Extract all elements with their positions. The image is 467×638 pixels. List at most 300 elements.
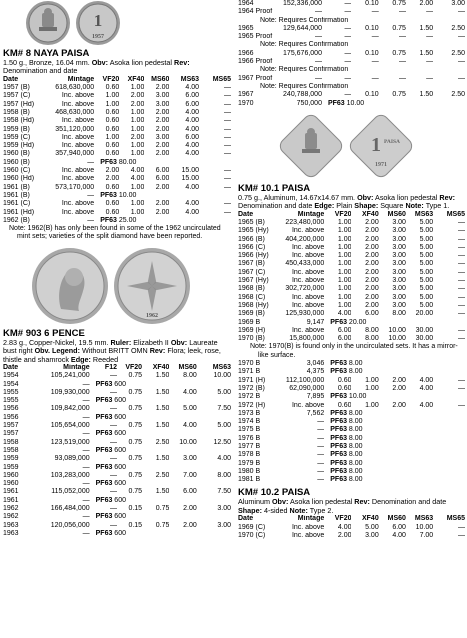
table-row (238, 294, 465, 302)
table-cell: 302,720,000 (285, 285, 325, 293)
km10-2-rev-label: Rev: (354, 497, 370, 507)
table-row (3, 472, 231, 480)
km10-1-obv: Asoka lion pedestal (375, 192, 438, 202)
table-cell: 1969 (B) (238, 310, 265, 318)
table-cell: 1.00 (105, 133, 120, 141)
km8-description (3, 59, 231, 76)
table-row (3, 184, 231, 192)
table-cell: 7.00 (183, 471, 197, 479)
table-row (238, 532, 465, 540)
table-cell: 1980 B (238, 467, 261, 475)
table-cell: — (458, 243, 465, 251)
table-cell: — (458, 235, 465, 243)
table-cell: 1.50 (155, 388, 170, 396)
km10-1-edge-label: Edge: (314, 201, 335, 211)
table-cell: — (458, 523, 465, 531)
table-cell: — (87, 158, 95, 166)
table-row (238, 58, 465, 66)
table-cell: PF63 600 (95, 430, 126, 438)
table-cell: 4.00 (185, 117, 200, 125)
table-cell: 1.00 (337, 252, 352, 260)
table-cell: 4.00 (130, 167, 145, 175)
table-cell: 1.00 (130, 109, 145, 116)
km10-1-rev: Denomination and date (238, 201, 313, 211)
table-cell: 1.00 (337, 218, 352, 226)
table-cell: 1954 (3, 372, 19, 380)
km903-rev: Flora; leek, rose, thistle and shamrock (3, 346, 221, 364)
table-cell: — (317, 467, 325, 475)
table-cell: 2.00 (365, 268, 379, 276)
table-cell: 1981 B (238, 476, 261, 484)
table-cell: Inc. above (61, 175, 95, 183)
table-cell: 1957 (B) (3, 84, 30, 92)
table-cell: — (344, 0, 352, 7)
table-cell: Inc. above (61, 142, 95, 150)
table-cell: 3.00 (392, 218, 406, 226)
table-row (3, 142, 231, 150)
column-header: VF20 (125, 363, 143, 371)
table-cell: 120,056,000 (50, 521, 90, 529)
table-cell: 2.50 (451, 49, 465, 57)
table-cell: PF63 8.00 (330, 467, 363, 475)
table-cell: 4.00 (185, 84, 200, 92)
table-cell: — (458, 74, 465, 82)
table-cell: 5.00 (419, 227, 434, 235)
table-row (238, 319, 465, 327)
table-cell: 2.00 (365, 293, 379, 301)
table-cell: 1958 (3, 446, 19, 454)
table-cell: PF63 8.00 (330, 434, 363, 442)
table-cell: 2.00 (130, 92, 145, 100)
km903-legend-label: Obv. Legend: (34, 346, 80, 356)
km10-2-note-text: Type 2. (309, 505, 334, 515)
table-note: Note: Requires Confirmation (260, 41, 349, 49)
table-cell: 1969 (C) (238, 523, 266, 531)
table-cell: Inc. above (291, 401, 325, 409)
table-cell: 1960 (B) (3, 158, 30, 166)
table-row (3, 447, 231, 455)
table-cell: 0.15 (128, 521, 143, 529)
table-row (3, 167, 231, 175)
km10-2-description (238, 498, 465, 515)
table-cell: 1961 (3, 496, 19, 504)
table-row (238, 468, 465, 476)
table-cell: Inc. above (291, 268, 325, 276)
table-row (3, 109, 231, 117)
table-cell: 1957 (Hd) (3, 100, 35, 108)
table-cell: 30.00 (415, 335, 434, 343)
table-cell: — (224, 208, 231, 216)
table-cell: 1.50 (419, 24, 434, 32)
table-cell: — (317, 459, 325, 467)
table-note: Note: Requires Confirmation (260, 16, 349, 24)
table-cell: 468,630,000 (55, 109, 95, 116)
table-cell: — (371, 33, 379, 41)
note-row (238, 41, 465, 49)
table-row (3, 455, 231, 463)
table-cell: PF63 600 (95, 413, 126, 421)
table-cell: 123,519,000 (50, 438, 90, 446)
table-cell: — (458, 227, 465, 235)
table-cell: 0.75 (128, 422, 143, 430)
table-cell: — (458, 285, 465, 293)
table-cell: 404,200,000 (285, 235, 325, 243)
km10-1-title: KM# 10.1 PAISA (238, 182, 311, 194)
table-cell: 1958 (Hd) (3, 117, 35, 125)
table-cell: 3.00 (392, 243, 406, 251)
table-cell: 0.75 (392, 91, 406, 99)
table-cell: PF63 8.00 (330, 442, 363, 450)
table-cell: 3.00 (392, 235, 406, 243)
table-cell: 618,630,000 (55, 84, 95, 92)
table-cell: 175,676,000 (283, 49, 322, 57)
table-cell: PF63 8.00 (330, 426, 363, 434)
table-row (3, 397, 231, 405)
table-cell: PF63 10.00 (330, 393, 367, 401)
coin-rev-date: 1957 (92, 34, 104, 40)
table-cell: Inc. above (291, 531, 325, 539)
table-cell: 0.75 (128, 388, 143, 396)
column-header: Mintage (67, 75, 95, 83)
coin-reverse-paisa-icon (348, 113, 414, 179)
km903-description (3, 339, 231, 364)
table-cell: 1.00 (337, 227, 352, 235)
km10-1-body (238, 219, 465, 343)
table-row (238, 302, 465, 310)
km903-obv: Laureate bust right (3, 337, 218, 356)
table-cell: PF63 8.00 (330, 360, 363, 368)
table-cell: 8.00 (392, 310, 406, 318)
km903-edge-label: Edge: (70, 354, 91, 364)
table-cell: 2.00 (155, 142, 170, 150)
table-cell: 1.50 (419, 49, 434, 57)
km8-obv: Asoka lion pedestal (109, 58, 173, 67)
table-cell: 1960 (Hd) (3, 175, 35, 183)
table-cell: PF63 600 (95, 463, 126, 471)
km10-1-rev-label: Rev: (439, 192, 455, 202)
table-cell: PF63 600 (95, 397, 126, 405)
table-cell: 450,433,000 (285, 260, 325, 268)
km903-edge: Reeded (92, 354, 119, 364)
table-cell: — (224, 100, 231, 108)
km10-1-table (238, 211, 465, 344)
table-cell: 4.00 (392, 531, 406, 539)
column-header: MS60 (387, 515, 406, 523)
table-cell: 1968 (Hy) (238, 301, 269, 309)
table-row (3, 381, 231, 389)
table-cell: — (82, 480, 90, 488)
table-row (3, 84, 231, 92)
table-cell: 6.00 (155, 175, 170, 183)
table-cell: 6.00 (185, 100, 200, 108)
table-row (238, 310, 465, 318)
table-cell: 3,046 (306, 360, 325, 368)
table-cell: 5.00 (419, 285, 434, 293)
table-cell: 0.60 (105, 125, 120, 133)
table-cell: 5.00 (419, 218, 434, 226)
table-cell: 0.75 (155, 505, 170, 513)
table-cell: 0.60 (105, 142, 120, 150)
column-header: MS65 (446, 210, 465, 218)
table-cell: 1956 (3, 405, 19, 413)
table-cell: 1964 Proof (238, 8, 273, 16)
column-header: MS63 (414, 210, 434, 218)
table-cell: 0.75 (128, 405, 143, 413)
column-header: VF20 (334, 515, 352, 523)
table-cell: 3.00 (392, 268, 406, 276)
table-cell: Inc. above (61, 200, 95, 208)
table-cell: 4.00 (185, 109, 200, 116)
km903-obv-label: Obv: (170, 337, 188, 347)
table-cell: 8.00 (365, 335, 379, 343)
table-cell: 15.00 (181, 167, 200, 175)
table-cell: 20.00 (415, 310, 434, 318)
table-cell: Inc. above (291, 326, 325, 334)
table-row (238, 219, 465, 227)
km10-1-spec: 0.75 g., Aluminum, 14.67x14.67 mm. (238, 192, 356, 202)
table-cell: 1959 (C) (3, 133, 31, 141)
table-cell: 4.00 (217, 455, 231, 463)
table-cell: 3.00 (451, 0, 465, 7)
table-cell: 1.00 (337, 235, 352, 243)
table-cell: 0.10 (365, 49, 379, 57)
table-cell: 2.00 (337, 531, 352, 539)
table-cell: 6.00 (365, 310, 379, 318)
table-row (238, 393, 465, 401)
table-cell: — (458, 58, 465, 66)
table-cell: PF63 10.00 (100, 191, 137, 199)
km903-rev-label: Rev: (149, 346, 166, 356)
table-cell: 1.00 (365, 401, 379, 409)
table-cell: 1966 (C) (238, 243, 266, 251)
table-cell: 1965 (B) (238, 218, 265, 226)
table-cell: 6.00 (185, 133, 200, 141)
table-cell: 1962 (B) (3, 216, 30, 224)
table-row (3, 513, 231, 521)
coin-rev-value: 1 (371, 133, 381, 156)
table-row (3, 134, 231, 142)
table-cell: 0.15 (128, 505, 143, 513)
coin-rev-word: PAISA (383, 138, 401, 145)
table-cell: 5.00 (365, 523, 379, 531)
table-row (3, 439, 231, 447)
table-row (3, 480, 231, 488)
table-cell: Inc. above (291, 293, 325, 301)
table-cell: — (224, 84, 231, 92)
table-cell: 0.75 (128, 455, 143, 463)
table-cell: 1964 (238, 0, 254, 7)
table-cell: — (458, 33, 465, 41)
table-cell: 2.00 (392, 384, 406, 392)
table-cell: 4.00 (185, 183, 200, 191)
table-cell: — (344, 91, 352, 99)
table-cell: 573,170,000 (55, 183, 95, 191)
km8-rev: Denomination and date (3, 66, 78, 76)
table-cell: 0.10 (365, 24, 379, 32)
km10-2-rev: Denomination and date (371, 497, 447, 507)
table-cell: 1954 (3, 380, 19, 388)
table-row (238, 227, 465, 235)
km10-2-spec: Aluminum (238, 497, 270, 507)
table-cell: — (109, 488, 117, 496)
km10-2-obv: Asoka lion pedestal (289, 497, 353, 507)
km10-1-description (238, 194, 465, 211)
table-cell: 0.60 (105, 150, 120, 158)
table-cell: 2.00 (419, 0, 434, 7)
table-row (238, 100, 465, 108)
column-header: F12 (104, 363, 117, 371)
table-cell: 1.00 (130, 117, 145, 125)
column-header: Date (238, 515, 254, 523)
table-cell: 2.00 (155, 208, 170, 216)
table-cell: — (458, 335, 465, 343)
table-cell: — (344, 58, 352, 66)
table-cell: 112,100,000 (285, 376, 325, 384)
table-cell: 10.00 (388, 326, 406, 334)
table-cell: 129,644,000 (283, 24, 322, 32)
table-cell: — (314, 58, 322, 66)
table-cell: 2.00 (365, 235, 379, 243)
table-cell: PF63 600 (95, 513, 126, 521)
table-cell: 1967 (B) (238, 260, 265, 268)
km10-2-shape: 4-sided (263, 505, 288, 515)
table-cell: — (458, 376, 465, 384)
table-cell: 4.00 (185, 125, 200, 133)
table-cell: — (82, 446, 90, 454)
km10-2-shape-label: Shape: (238, 505, 262, 515)
coin-obverse-queen-icon (31, 247, 109, 325)
table-cell: 0.60 (105, 208, 120, 216)
table-cell: 2.00 (155, 183, 170, 191)
table-cell: 6.00 (183, 488, 197, 496)
table-cell: — (344, 74, 352, 82)
table-cell: — (398, 33, 406, 41)
table-cell: 7.50 (217, 488, 231, 496)
table-cell: 1.00 (365, 384, 379, 392)
table-cell: 2.00 (365, 260, 379, 268)
note-row (238, 83, 465, 91)
table-cell: 3.00 (392, 277, 406, 285)
coin-rev-date: 1962 (146, 312, 158, 319)
table-cell: — (82, 463, 90, 471)
coin-rev-value: 1 (93, 11, 103, 30)
table-cell: 1957 (C) (3, 92, 31, 100)
table-cell: 0.75 (128, 438, 143, 446)
table-cell: 1.50 (155, 405, 170, 413)
table-cell: 1.00 (365, 376, 379, 384)
table-cell: 1965 Proof (238, 33, 273, 41)
km10-1-header-row (238, 211, 465, 219)
table-cell: 0.60 (105, 117, 120, 125)
table-cell: 5.00 (217, 422, 231, 430)
km8-rev-label: Rev: (174, 58, 190, 67)
table-cell: PF63 10.00 (327, 99, 365, 107)
table-cell: — (458, 268, 465, 276)
table-cell: 2.00 (183, 521, 197, 529)
table-cell: Inc. above (61, 133, 95, 141)
table-cell: Inc. above (291, 243, 325, 251)
table-cell: 152,336,000 (283, 0, 322, 7)
table-cell: 109,842,000 (50, 405, 90, 413)
table-cell: 2.00 (105, 167, 120, 175)
km903-table (3, 364, 231, 538)
table-cell: PF63 8.00 (330, 451, 363, 459)
table-cell: PF63 600 (95, 529, 126, 537)
table-row (3, 209, 231, 217)
table-cell: 15,800,000 (289, 335, 325, 343)
table-cell: 4.00 (130, 175, 145, 183)
table-cell: 3.00 (155, 92, 170, 100)
table-cell: 5.00 (419, 235, 434, 243)
table-cell: 93,089,000 (54, 455, 90, 463)
table-row (238, 335, 465, 343)
table-cell: Inc. above (291, 227, 325, 235)
table-cell: — (82, 496, 90, 504)
table-cell: — (224, 175, 231, 183)
table-cell: 1975 B (238, 426, 261, 434)
coin-obverse-lion-square-icon (278, 113, 344, 179)
column-header: VF20 (334, 210, 352, 218)
table-row (3, 414, 231, 422)
table-cell: 1966 Proof (238, 58, 273, 66)
table-cell: 8.00 (183, 372, 197, 380)
table-cell: 103,283,000 (50, 471, 90, 479)
table-cell: — (82, 413, 90, 421)
km903-header-row (3, 364, 231, 372)
table-cell: 2.00 (155, 150, 170, 158)
table-row (3, 430, 231, 438)
table-cell: 6.00 (337, 326, 352, 334)
table-row (3, 126, 231, 134)
table-cell: 105,241,000 (50, 372, 90, 380)
table-cell: Inc. above (61, 167, 95, 175)
table-cell: 4.00 (185, 142, 200, 150)
table-cell: 1956 (3, 413, 19, 421)
table-cell: 1.00 (130, 150, 145, 158)
table-cell: 1958 (B) (3, 109, 30, 116)
table-cell: 1961 (3, 488, 19, 496)
table-cell: — (398, 8, 406, 16)
table-cell: — (426, 33, 434, 41)
table-cell: 0.60 (337, 401, 352, 409)
column-header: Mintage (297, 515, 325, 523)
table-cell: Inc. above (291, 523, 325, 531)
table-cell: 1967 Proof (238, 74, 273, 82)
km903-continued-body (238, 0, 465, 108)
table-row (238, 476, 465, 484)
table-cell: 7,562 (306, 409, 325, 417)
table-cell: 3.00 (392, 260, 406, 268)
table-cell: 1957 (3, 430, 19, 438)
table-row (3, 505, 231, 513)
table-row (3, 405, 231, 413)
table-row (238, 524, 465, 532)
column-header: MS63 (212, 363, 231, 371)
table-cell: 1955 (3, 397, 19, 405)
table-cell: 1.00 (130, 200, 145, 208)
table-cell: 8.00 (365, 326, 379, 334)
table-cell: 0.10 (365, 0, 379, 7)
table-cell: 223,480,000 (285, 218, 325, 226)
table-cell: 1961 (Hd) (3, 208, 35, 216)
km8-coin-images (3, 0, 231, 46)
table-cell: 3.00 (155, 133, 170, 141)
table-cell: PF63 20.00 (330, 318, 367, 326)
column-header: XF40 (152, 363, 170, 371)
km8-spec: 1.50 g., Bronze, 16.04 mm. (3, 58, 90, 67)
table-cell: 1.00 (105, 100, 120, 108)
table-row (3, 192, 231, 200)
